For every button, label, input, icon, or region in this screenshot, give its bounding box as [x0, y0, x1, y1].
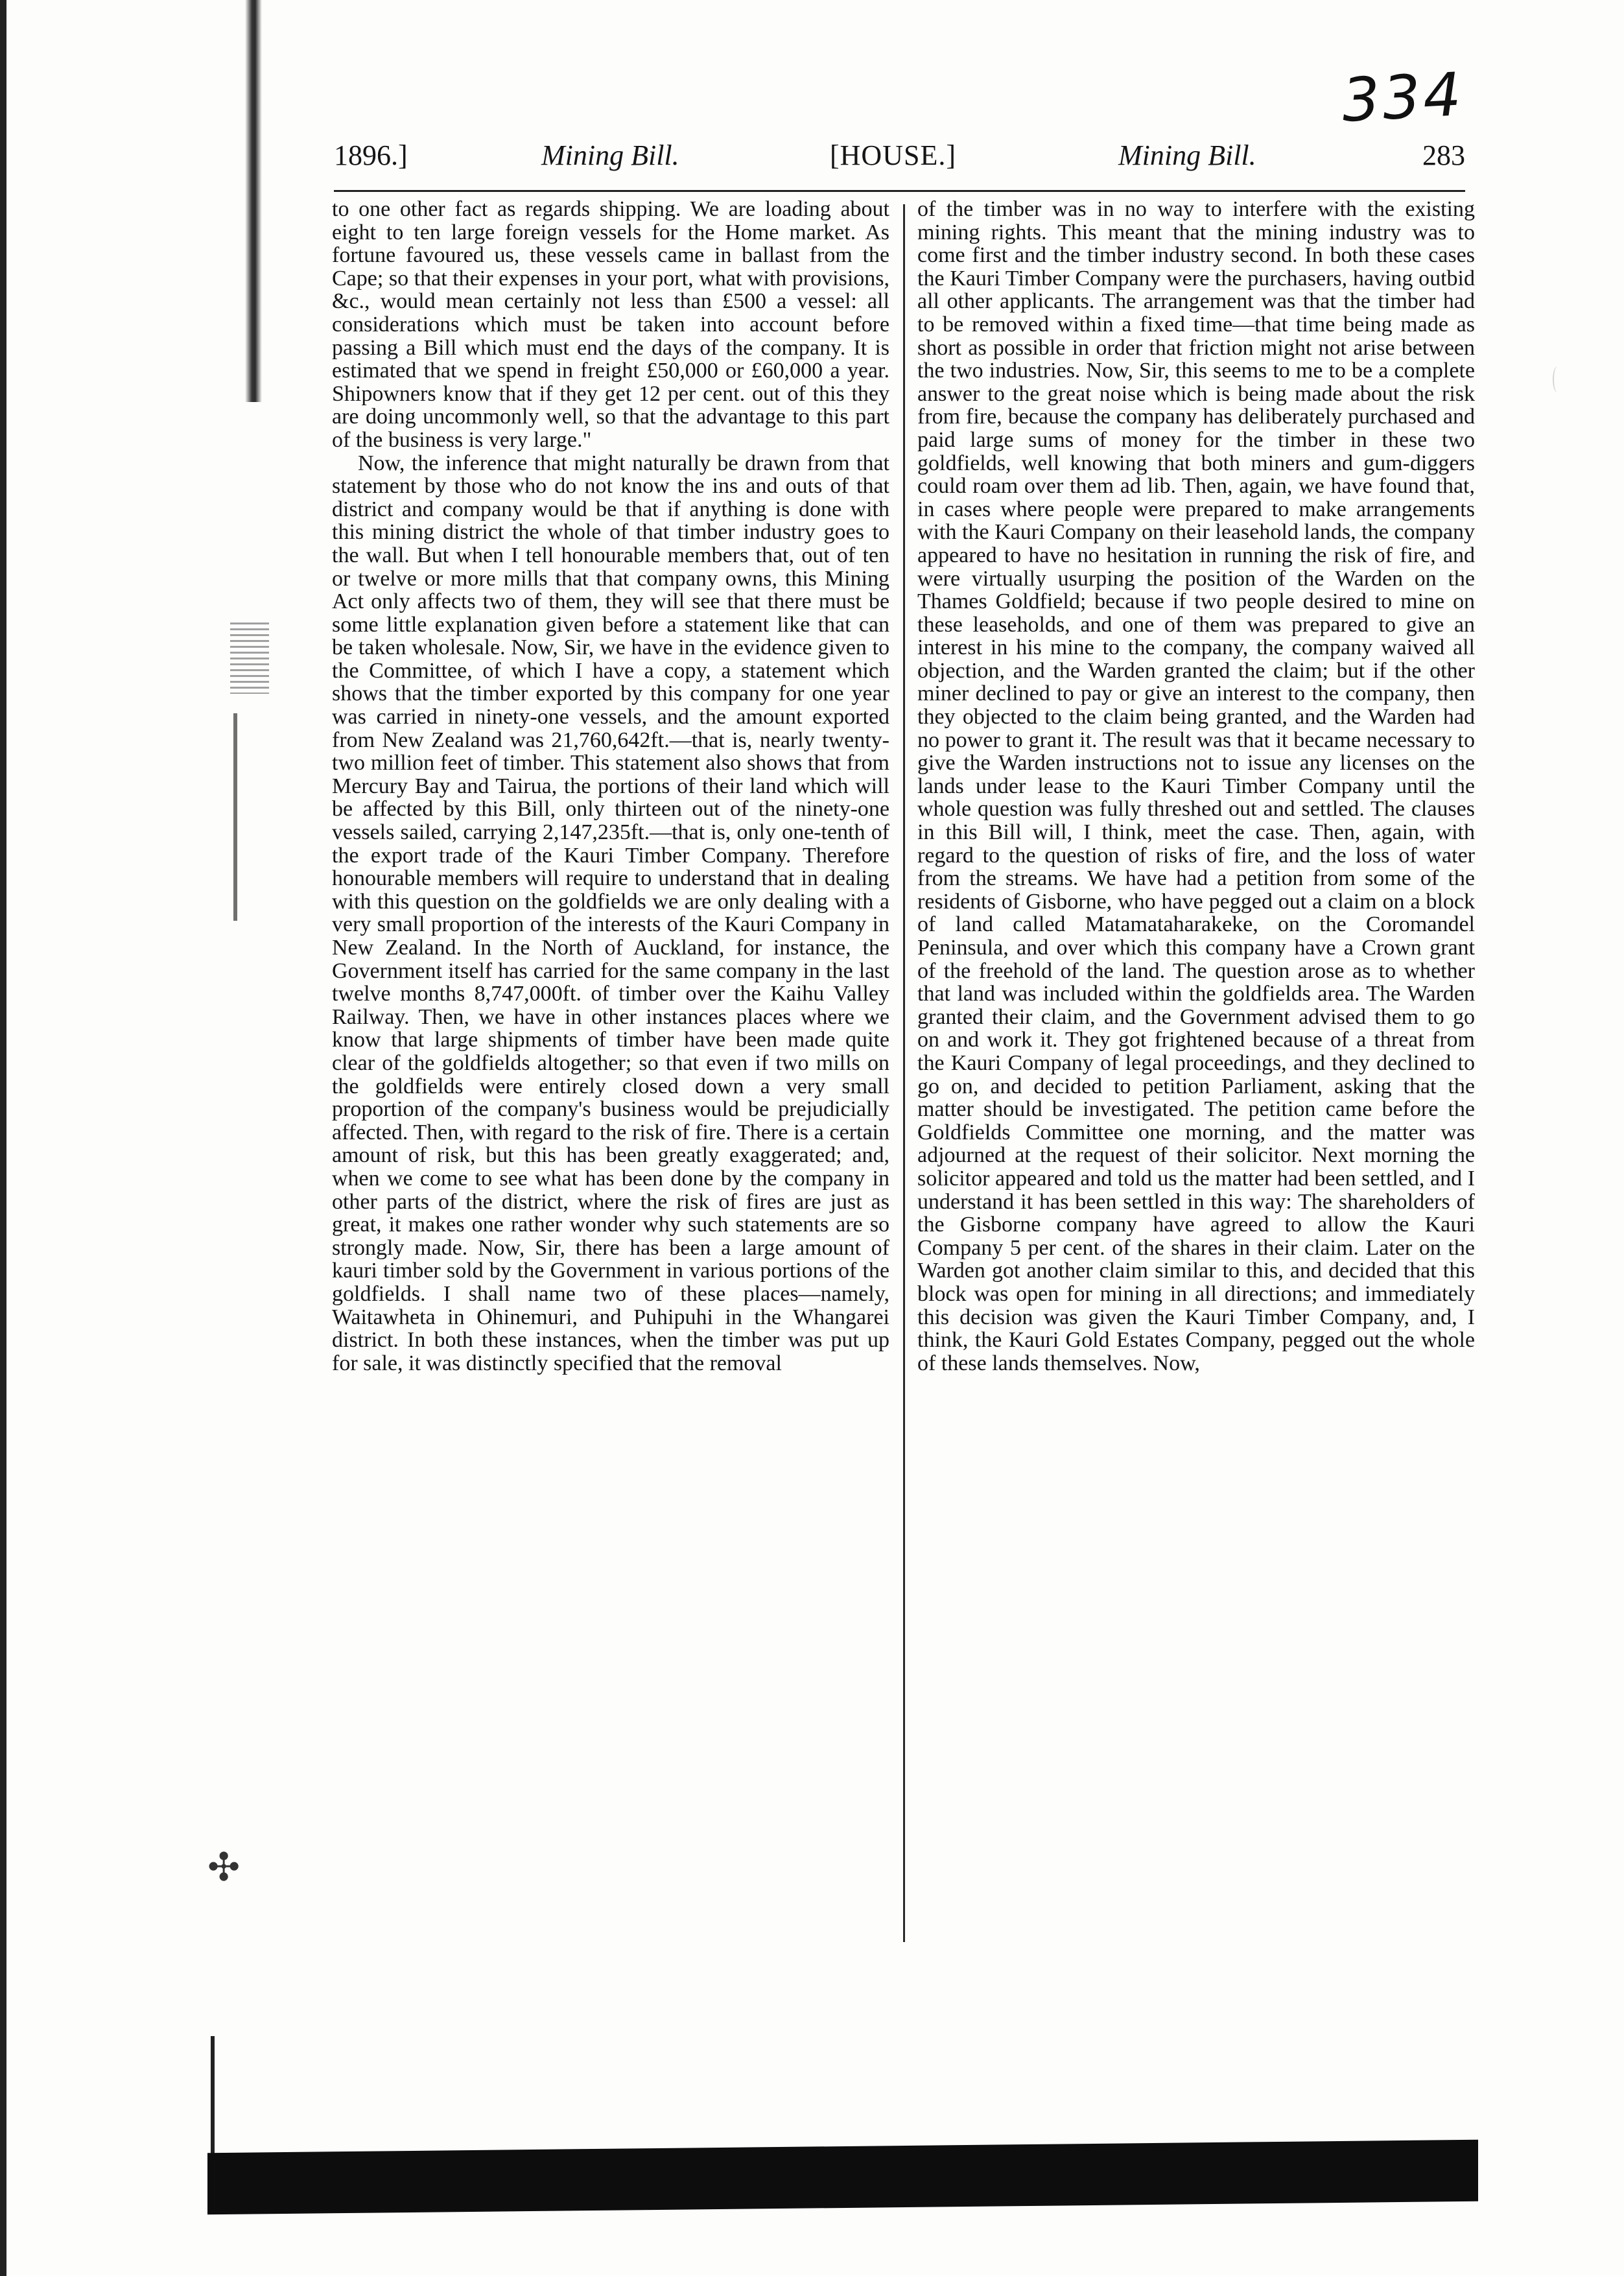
binding-mark: [230, 622, 269, 694]
header-title-right: Mining Bill.: [1118, 139, 1256, 171]
running-header: [334, 133, 1465, 178]
scan-edge-mark: [211, 2036, 215, 2159]
header-house: [HOUSE.]: [830, 139, 956, 171]
paragraph: of the timber was in no way to interfere with the existing mining rights. This meant that the mining industry was to come first and the timber industry second. In both these cases the Kauri Timber Company were the purchasers, having outbid all other applicants. The arrangement was that the timber had to be removed within a fixed time—that time being made as short as possible in order that friction might not arise between the two industries. Now, Sir, this seems to me to be a complete answer to the great noise which is being made about the risk from fire, because the company has deliberately purchased and paid large sums of money for the timber in these two goldfields, well knowing that both miners and gum-diggers could roam over them ad lib. Then, again, we have found that, in cases where people were prepared to make arrangements with the Kauri Company on their leasehold lands, the company appeared to have no hesitation in running the risk of fire, and were virtually usurping the position of the Warden on the Thames Goldfield; because if two people desired to mine on these leaseholds, and one of them was prepared to give an interest in his mine to the company, the company waived all objection, and the Warden granted the claim; but if the other miner declined to pay or give an interest to the company, then they objected to the claim being granted, and the Warden had no power to grant it. The result was that it became necessary to give the Warden instructions not to issue any licenses on the lands under lease to the Kauri Timber Company until the whole question was fully threshed out and settled. The clauses in this Bill will, I think, meet the case. Then, again, with regard to the question of risks of fire, and the loss of water from the streams. We have had a petition from some of the residents of Gisborne, who have pegged out a claim on a block of land called Matamataharakeke, on the Coromandel Peninsula, and over which this company have a Crown grant of the freehold of the land. The question arose as to whether that land was included within the goldfields area. The Warden granted their claim, and the Government advised them to go on and work it. They got frightened because of a threat from the Kauri Company of legal proceedings, and they declined to go on, and decided to petition Parliament, asking that the matter should be investigated. The petition came before the Goldfields Committee one morning, and the matter was adjourned at the request of their solicitor. Next morning the solicitor appeared and told us the matter had been settled, and I understand it has been settled in this way: The shareholders of the Gisborne company have agreed to allow the Kauri Company 5 per cent. of the shares in their claim. Later on the Warden got another claim similar to this, and decided that this block was open for mining in all directions; and immediately this decision was given the Kauri Timber Company, and, I think, the Kauri Gold Estates Company, pegged out the whole of these lands themselves. Now,: [917, 198, 1475, 1375]
header-year: 1896.]: [334, 139, 408, 171]
binding-stain: [245, 0, 262, 402]
page-edge: [0, 0, 6, 2276]
header-page-number: 283: [1422, 139, 1465, 171]
binding-line: [233, 713, 237, 921]
binding-mark-small: ✣: [207, 1846, 241, 1889]
margin-mark: [1553, 366, 1562, 392]
paragraph: to one other fact as regards shipping. We are loading about eight to ten large foreign vessels for the Home market. As fortune favoured us, these vessels came in ballast from the Cape; so that their expenses in your port, what with provisions, &c., would mean certainly not less than £500 a vessel: all considerations which must be taken into account before passing a Bill which must end the days of the company. It is estimated that we spend in freight £50,000 or £60,000 a year. Shipowners know that if they get 12 per cent. out of this they are doing uncommonly well, so that the advantage to this part of the business is very large.": [332, 198, 889, 452]
header-title-left: Mining Bill.: [541, 139, 679, 171]
right-column: [917, 198, 1475, 1916]
left-column: [332, 198, 889, 1916]
handwritten-page-number: 334: [1340, 60, 1466, 136]
header-rule: [334, 190, 1465, 192]
column-divider: [903, 204, 905, 1942]
scan-bottom-shadow: [207, 2140, 1478, 2215]
paragraph: Now, the inference that might naturally be drawn from that statement by those who do not know the ins and outs of that district and company would be that if anything is done with this mining district the whole of that timber industry goes to the wall. But when I tell honourable members that, out of ten or twelve or more mills that that company owns, this Mining Act only affects two of them, they will see that there must be some little explanation given before a statement like that can be taken wholesale. Now, Sir, we have in the evidence given to the Committee, of which I have a copy, a statement which shows that the timber exported by this company for one year was carried in ninety-one vessels, and the amount exported from New Zealand was 21,760,642ft.—that is, nearly twenty-two million feet of timber. This statement also shows that from Mercury Bay and Tairua, the portions of their land which will be affected by this Bill, only thirteen out of the ninety-one vessels sailed, carrying 2,147,235ft.—that is, only one-tenth of the export trade of the Kauri Timber Company. Therefore honourable members will require to understand that in dealing with this question on the goldfields we are only dealing with a very small proportion of the interests of the Kauri Company in New Zealand. In the North of Auckland, for instance, the Government itself has carried for the same company in the last twelve months 8,747,000ft. of timber over the Kaihu Valley Railway. Then, we have in other instances places where we know that large shipments of timber have been made quite clear of the goldfields altogether; so that even if two mills on the goldfields were entirely closed down a very small proportion of the company's business would be prejudicially affected. Then, with regard to the risk of fire. There is a certain amount of risk, but this has been greatly exaggerated; and, when we come to see what has been done by the company in other parts of the district, where the risk of fires are just as great, it makes one rather wonder why such statements are so strongly made. Now, Sir, there has been a large amount of kauri timber sold by the Government in various portions of the goldfields. I shall name two of these places—namely, Waitawheta in Ohinemuri, and Puhipuhi in the Whangarei district. In both these instances, when the timber was put up for sale, it was distinctly specified that the removal: [332, 451, 889, 1375]
